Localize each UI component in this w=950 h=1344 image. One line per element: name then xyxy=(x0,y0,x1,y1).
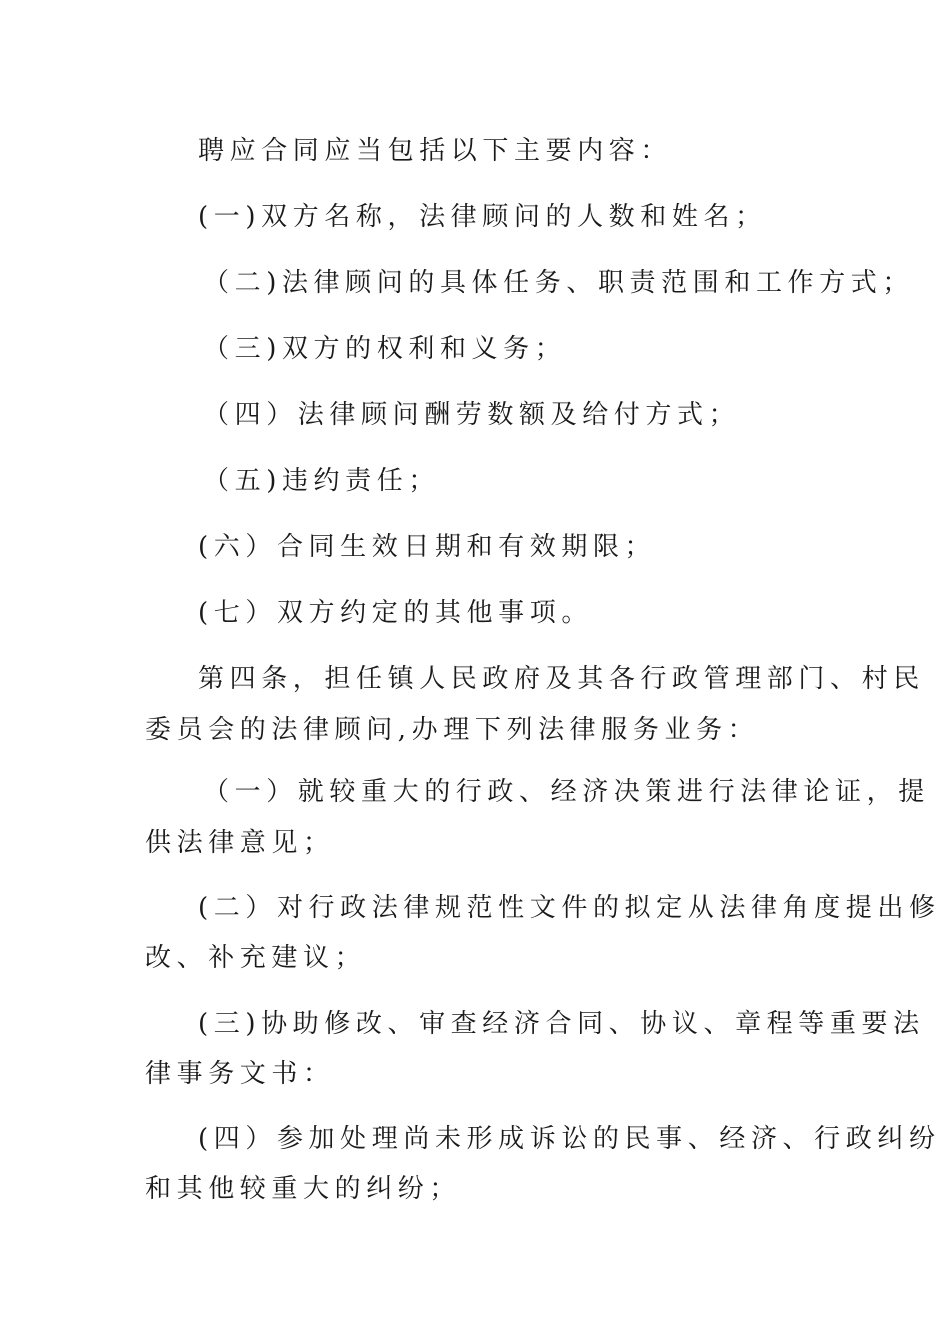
service-item-4-line-2: 和其他较重大的纠纷； xyxy=(145,1174,462,1204)
contract-item-7: (七）双方约定的其他事项。 xyxy=(198,598,593,628)
contract-item-6: (六）合同生效日期和有效期限； xyxy=(198,532,657,562)
article-4-line-2: 委员会的法律顾问,办理下列法律服务业务： xyxy=(145,715,760,745)
intro-paragraph: 聘应合同应当包括以下主要内容： xyxy=(198,136,673,166)
article-4-line-1: 第四条，担任镇人民政府及其各行政管理部门、村民 xyxy=(198,664,925,694)
service-item-4-line-1: (四）参加处理尚未形成诉讼的民事、经济、行政纠纷 xyxy=(198,1124,941,1154)
service-item-1-line-2: 供法律意见； xyxy=(145,828,335,858)
contract-item-1: (一)双方名称，法律顾问的人数和姓名； xyxy=(198,202,767,232)
service-item-1-line-1: （一）就较重大的行政、经济决策进行法律论证，提 xyxy=(203,777,930,807)
service-item-3-line-2: 律事务文书： xyxy=(145,1059,335,1089)
service-item-2-line-1: (二）对行政法律规范性文件的拟定从法律角度提出修 xyxy=(198,893,941,923)
contract-item-4: （四）法律顾问酬劳数额及给付方式； xyxy=(203,400,741,430)
contract-item-5: （五)违约责任； xyxy=(203,466,440,496)
contract-item-3: （三)双方的权利和义务； xyxy=(203,334,567,364)
service-item-3-line-1: (三)协助修改、审查经济合同、协议、章程等重要法 xyxy=(198,1009,925,1039)
service-item-2-line-2: 改、补充建议； xyxy=(145,943,367,973)
contract-item-2: （二)法律顾问的具体任务、职责范围和工作方式； xyxy=(203,268,914,298)
